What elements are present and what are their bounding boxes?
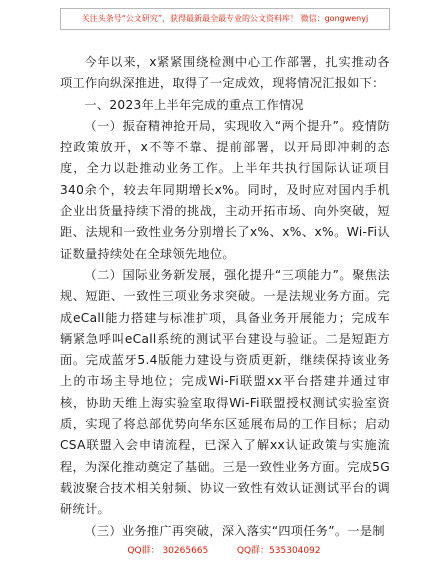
footer-contact: QQ群： 30265665 QQ群：535304092 (127, 546, 321, 556)
document-body (60, 52, 390, 542)
body-paragraph: （二）国际业务新发展，强化提升“三项能力”。聚焦法规、短距、一致性三项业务求突破。一是法规业务方面。完成eCall能力搭建与标准扩项，具备业务开展能力；完成车辆紧急呼叫eCall系统的测试平台建设与验证。二是短距方面。完成蓝牙5.4版能力建设与资质更新，继续保持该业务上的市场主导地位；完成Wi-Fi联盟xx平台搭建并通过审核，协助天维上海实验室取得Wi-Fi联盟授权测试实验室资质，实现了将总部优势向华东区延展布局的工作目标；启动CSA联盟入会申请流程，已深入了解xx认证政策与实施流程，为深化推动奠定了基础。三是一致性业务方面。完成5G载波聚合技术相关射频、协议一致性有效认证测试平台的调研统计。 (60, 267, 390, 517)
body-paragraph: （三）业务推广再突破，深入落实“四项任务”。一是制 (84, 523, 385, 538)
header-banner: 关注头条号“公文研究”，获得最新最全最专业的公文资料库！ 微信：gongwenyj (60, 8, 390, 30)
section-heading: 一、2023年上半年完成的重点工作情况 (84, 97, 304, 112)
body-paragraph: （一）振奋精神抢开局，实现收入“两个提升”。疫情防控政策放开，x不等不靠、提前部署，以开局即冲刺的态度，全力以赴推动业务工作。上半年共执行国际认证项目340余个，较去年同期增长x%。同时，及时应对国内手机企业出货量持续下滑的挑战，主动开拓市场、向外突破，短距、法规和一致性业务分别增长了x%、x%、x%。Wi-Fi认证数量持续处在全球领先地位。 (60, 118, 390, 261)
intro-paragraph: 今年以来，x紧紧围绕检测中心工作部署，扎实推动各项工作向纵深推进，取得了一定成效，现将情况汇报如下： (60, 55, 390, 91)
